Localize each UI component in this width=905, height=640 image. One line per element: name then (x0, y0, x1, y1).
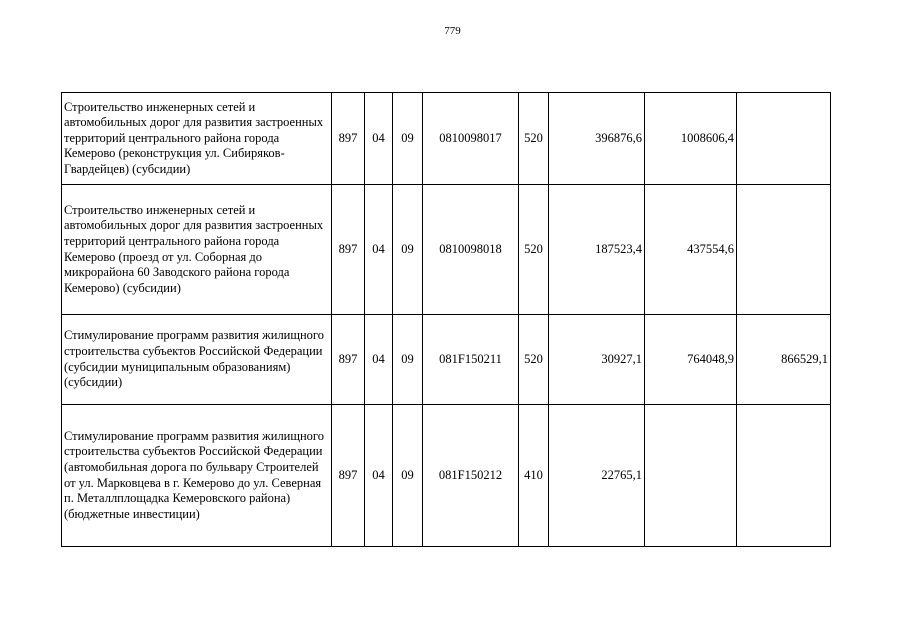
ministry-code: 897 (332, 93, 365, 185)
table-row (62, 185, 831, 315)
row-description: Стимулирование программ развития жилищного строительства субъектов Российской Федерации (субсидии муниципальным образованиям) (субсидии) (62, 315, 332, 405)
amount-3 (737, 185, 831, 315)
amount-2: 764048,9 (645, 315, 737, 405)
target-article-code: 0810098018 (423, 185, 519, 315)
subsection-code: 09 (393, 185, 423, 315)
target-article-code: 081F150212 (423, 405, 519, 547)
amount-1: 30927,1 (549, 315, 645, 405)
row-description: Строительство инженерных сетей и автомобильных дорог для развития застроенных территорий центрального района города Кемерово (реконструкция ул. Сибиряков-Гвардейцев) (субсидии) (62, 93, 332, 185)
section-code: 04 (365, 93, 393, 185)
budget-table (61, 92, 831, 547)
amount-3: 866529,1 (737, 315, 831, 405)
target-article-code: 081F150211 (423, 315, 519, 405)
target-article-code: 0810098017 (423, 93, 519, 185)
section-code: 04 (365, 315, 393, 405)
row-description: Строительство инженерных сетей и автомобильных дорог для развития застроенных территорий центрального района города Кемерово (проезд от ул. Соборная до микрорайона 60 Заводского района города Кемерово) (субсидии) (62, 185, 332, 315)
table-row (62, 315, 831, 405)
subsection-code: 09 (393, 315, 423, 405)
expense-type-code: 520 (519, 315, 549, 405)
table-row (62, 93, 831, 185)
amount-3 (737, 405, 831, 547)
ministry-code: 897 (332, 185, 365, 315)
amount-2: 437554,6 (645, 185, 737, 315)
row-description: Стимулирование программ развития жилищного строительства субъектов Российской Федерации (автомобильная дорога по бульвару Строителей от ул. Марковцева в г. Кемерово до ул. Северная п. Металлплощадка Кемеровского района) (бюджетные инвестиции) (62, 405, 332, 547)
amount-1: 187523,4 (549, 185, 645, 315)
ministry-code: 897 (332, 405, 365, 547)
subsection-code: 09 (393, 405, 423, 547)
amount-3 (737, 93, 831, 185)
expense-type-code: 520 (519, 185, 549, 315)
section-code: 04 (365, 405, 393, 547)
amount-2 (645, 405, 737, 547)
subsection-code: 09 (393, 93, 423, 185)
ministry-code: 897 (332, 315, 365, 405)
amount-1: 396876,6 (549, 93, 645, 185)
amount-1: 22765,1 (549, 405, 645, 547)
table-row (62, 405, 831, 547)
expense-type-code: 520 (519, 93, 549, 185)
page-number: 779 (444, 25, 461, 37)
expense-type-code: 410 (519, 405, 549, 547)
section-code: 04 (365, 185, 393, 315)
amount-2: 1008606,4 (645, 93, 737, 185)
